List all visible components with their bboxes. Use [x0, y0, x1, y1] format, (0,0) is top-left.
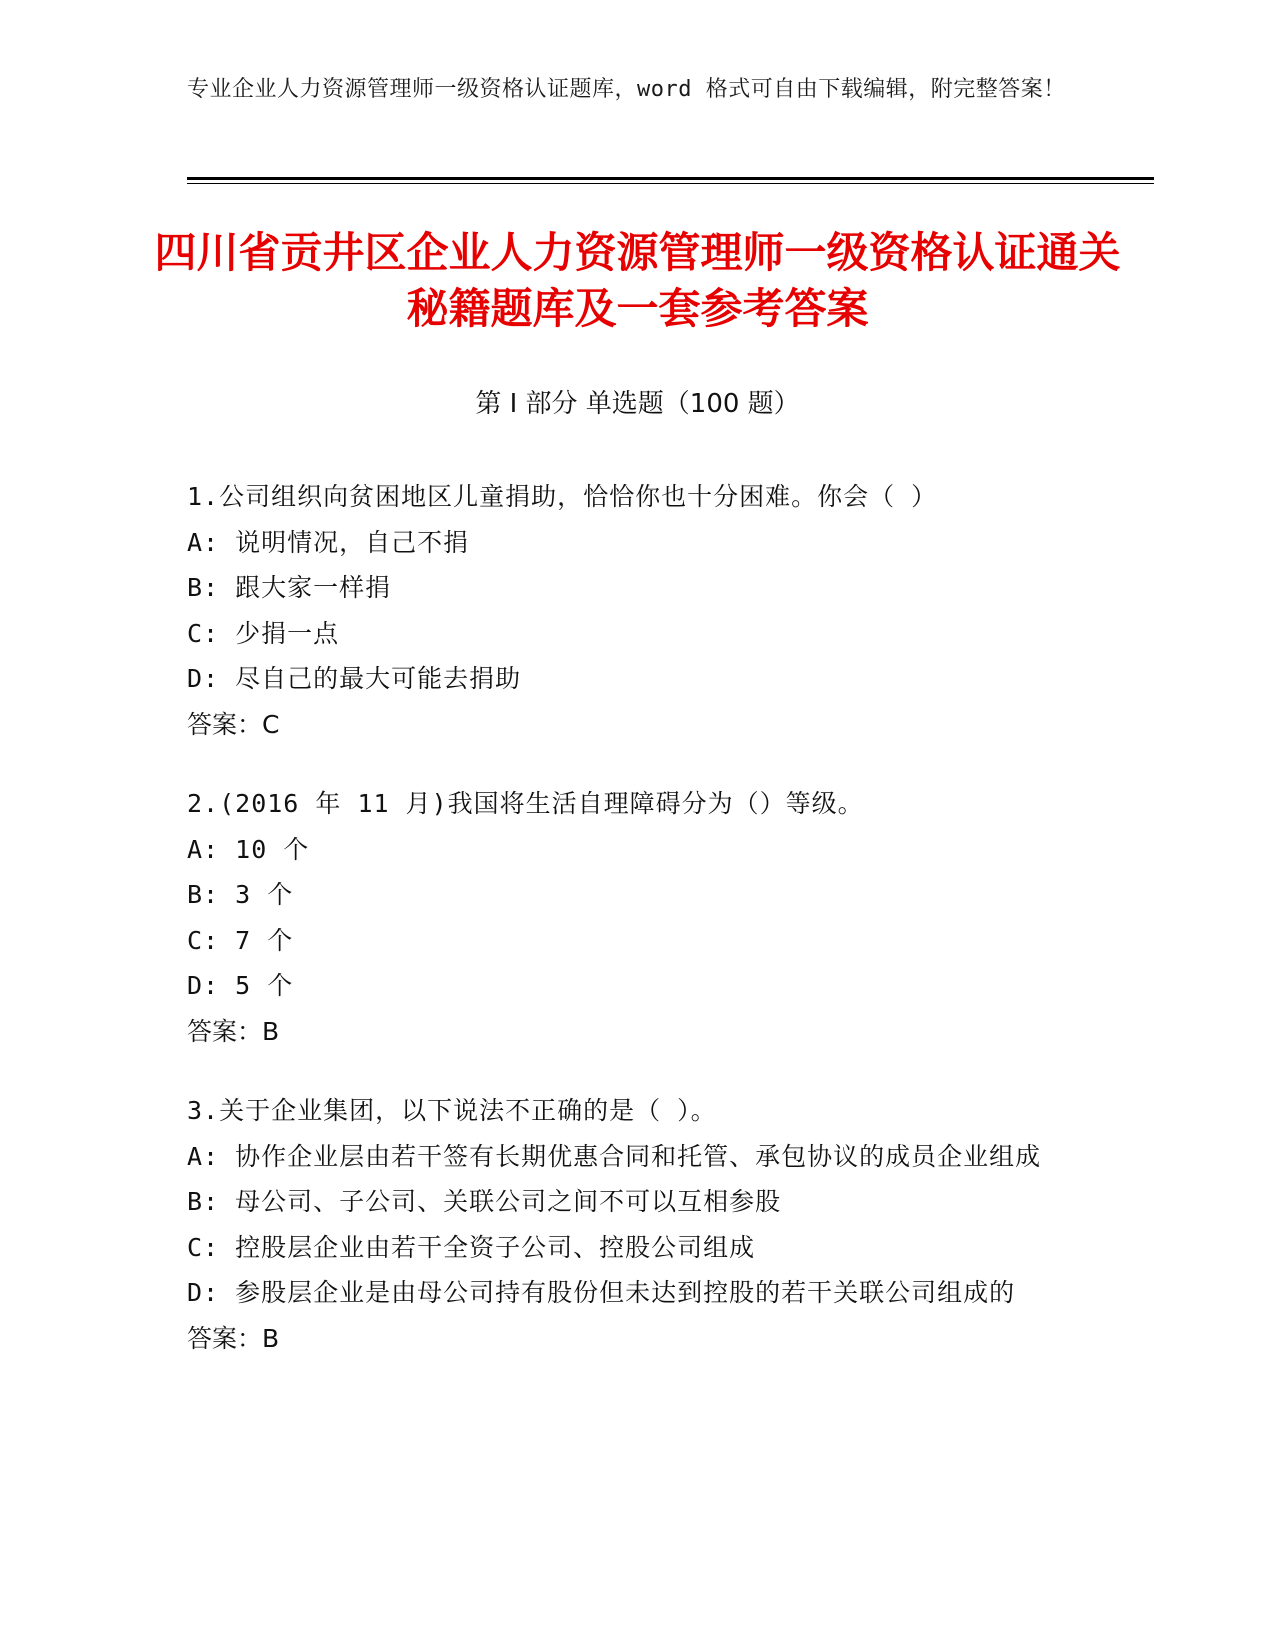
- option-b: B: 跟大家一样捐: [187, 573, 392, 602]
- option-b: B: 母公司、子公司、关联公司之间不可以互相参股: [187, 1187, 782, 1216]
- option-d: D: 5 个: [187, 971, 294, 1000]
- header-divider-thick: [187, 177, 1154, 180]
- question-3: [187, 1088, 1077, 1361]
- question-stem: 1.公司组织向贫困地区儿童捐助，恰恰你也十分困难。你会（ ）: [187, 482, 938, 511]
- answer-line: 答案：B: [187, 1016, 280, 1046]
- option-c: C: 控股层企业由若干全资子公司、控股公司组成: [187, 1232, 756, 1262]
- option-a: A: 10 个: [187, 834, 310, 864]
- header-divider-thin: [187, 183, 1154, 184]
- option-a: A: 说明情况，自己不捐: [187, 527, 470, 557]
- header-note: 专业企业人力资源管理师一级资格认证题库，word 格式可自由下载编辑，附完整答案！: [187, 77, 1066, 102]
- option-c: C: 7 个: [187, 925, 294, 955]
- option-b: B: 3 个: [187, 880, 294, 909]
- document-title: 四川省贡井区企业人力资源管理师一级资格认证通关秘籍题库及一套参考答案: [154, 228, 1121, 333]
- question-2: [187, 781, 1077, 1054]
- option-d: D: 参股层企业是由母公司持有股份但未达到控股的若干关联公司组成的: [187, 1278, 1016, 1307]
- option-a: A: 协作企业层由若干签有长期优惠合同和托管、承包协议的成员企业组成: [187, 1141, 1042, 1171]
- question-stem: 2.(2016 年 11 月)我国将生活自理障碍分为（）等级。: [187, 789, 864, 818]
- answer-line: 答案：C: [187, 709, 280, 739]
- question-1: [187, 474, 1077, 747]
- question-list: [187, 474, 1077, 1395]
- option-d: D: 尽自己的最大可能去捐助: [187, 664, 522, 693]
- answer-line: 答案：B: [187, 1323, 280, 1353]
- question-stem: 3.关于企业集团，以下说法不正确的是（ ）。: [187, 1096, 717, 1125]
- option-c: C: 少捐一点: [187, 618, 340, 648]
- section-heading: 第 I 部分 单选题（100 题）: [475, 389, 800, 419]
